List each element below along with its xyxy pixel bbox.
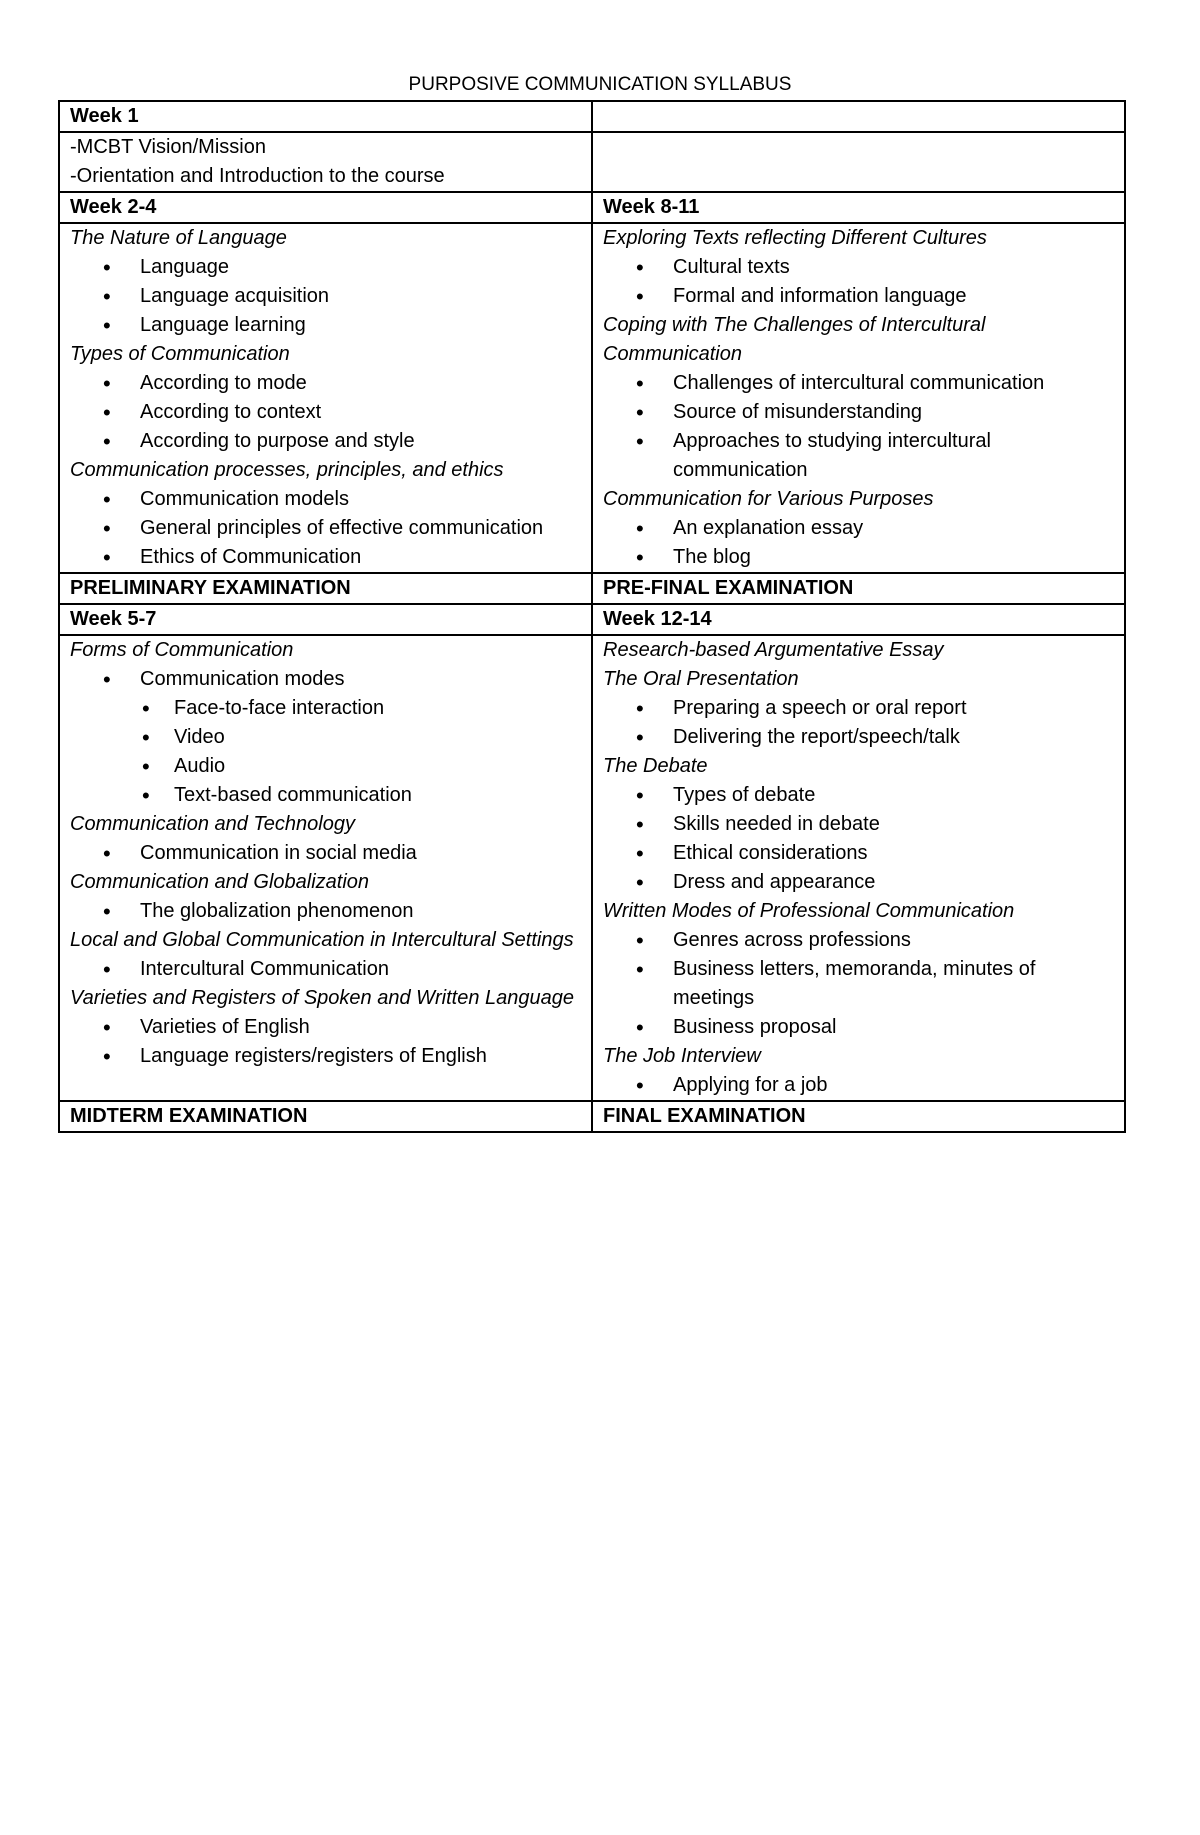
list-item: • Source of misunderstanding — [673, 398, 1114, 427]
list-item: • Skills needed in debate — [673, 810, 1114, 839]
list-item: • The blog — [673, 543, 1114, 572]
table-row — [59, 604, 1125, 635]
pre-final-exam: PRE-FINAL EXAMINATION — [592, 573, 1125, 604]
list-item: • Varieties of English — [140, 1013, 581, 1042]
list-item: • According to mode — [140, 369, 581, 398]
week-12-14-header: Week 12-14 — [592, 604, 1125, 635]
list-item: • Ethical considerations — [673, 839, 1114, 868]
midterm-exam: MIDTERM EXAMINATION — [59, 1101, 592, 1132]
week-5-7-content — [59, 635, 592, 1101]
list-item: • Types of debate — [673, 781, 1114, 810]
topic-list — [70, 253, 581, 340]
sub-list-item: • Audio — [174, 752, 581, 781]
list-item: • Ethics of Communication — [140, 543, 581, 572]
topic-heading: Local and Global Communication in Intercultural Settings — [70, 929, 574, 951]
topic-heading: Coping with The Challenges of Intercultural Communication — [603, 314, 986, 365]
list-item: • Communication in social media — [140, 839, 581, 868]
week-2-4-header: Week 2-4 — [59, 192, 592, 223]
week-1-header: Week 1 — [59, 101, 592, 132]
list-item: • Formal and information language — [673, 282, 1114, 311]
table-row — [59, 132, 1125, 192]
list-item: • Applying for a job — [673, 1071, 1114, 1100]
table-row — [59, 1101, 1125, 1132]
topic-list — [70, 1013, 581, 1071]
orientation-line: -Orientation and Introduction to the course — [70, 165, 445, 187]
topic-heading: Research-based Argumentative Essay — [603, 639, 944, 661]
topic-list — [70, 955, 581, 984]
table-row — [59, 635, 1125, 1101]
week-5-7-header: Week 5-7 — [59, 604, 592, 635]
topic-list — [603, 781, 1114, 897]
topic-heading: Communication processes, principles, and ethics — [70, 459, 504, 481]
topic-heading: Forms of Communication — [70, 639, 294, 661]
week-8-11-content — [592, 223, 1125, 573]
topic-list — [603, 926, 1114, 1042]
list-item: • Approaches to studying intercultural communication — [673, 427, 1114, 485]
sub-list-item: • Face-to-face interaction — [174, 694, 581, 723]
table-row — [59, 223, 1125, 573]
topic-heading: Written Modes of Professional Communication — [603, 900, 1015, 922]
list-item: • An explanation essay — [673, 514, 1114, 543]
list-item: • According to purpose and style — [140, 427, 581, 456]
topic-list — [70, 839, 581, 868]
list-item: • Challenges of intercultural communication — [673, 369, 1114, 398]
empty-cell — [592, 101, 1125, 132]
list-item: • Dress and appearance — [673, 868, 1114, 897]
topic-list — [70, 369, 581, 456]
list-item: • Cultural texts — [673, 253, 1114, 282]
topic-list — [603, 694, 1114, 752]
topic-heading: Communication and Technology — [70, 813, 355, 835]
list-item: • Preparing a speech or oral report — [673, 694, 1114, 723]
list-item: • Language — [140, 253, 581, 282]
week-12-14-content — [592, 635, 1125, 1101]
topic-heading: Varieties and Registers of Spoken and Written Language — [70, 987, 575, 1009]
topic-heading: The Oral Presentation — [603, 668, 799, 690]
list-item: • Language acquisition — [140, 282, 581, 311]
list-item: • Genres across professions — [673, 926, 1114, 955]
week-1-content — [59, 132, 592, 192]
list-item: • Intercultural Communication — [140, 955, 581, 984]
topic-heading: The Debate — [603, 755, 708, 777]
page-title: PURPOSIVE COMMUNICATION SYLLABUS — [408, 74, 792, 95]
topic-heading: The Job Interview — [603, 1045, 761, 1067]
list-item: • Language registers/registers of English — [140, 1042, 581, 1071]
list-item: • Delivering the report/speech/talk — [673, 723, 1114, 752]
topic-heading: The Nature of Language — [70, 227, 287, 249]
week-2-4-content — [59, 223, 592, 573]
topic-list — [603, 1071, 1114, 1100]
list-item: • Communication models — [140, 485, 581, 514]
list-item: • General principles of effective communication — [140, 514, 581, 543]
table-row — [59, 101, 1125, 132]
sub-list-item: • Text-based communication — [174, 781, 581, 810]
orientation-line: -MCBT Vision/Mission — [70, 136, 266, 158]
topic-list — [603, 369, 1114, 485]
list-item: • According to context — [140, 398, 581, 427]
sub-list-item: • Video — [174, 723, 581, 752]
empty-cell — [592, 132, 1125, 192]
topic-list — [603, 514, 1114, 572]
table-row — [59, 573, 1125, 604]
list-item: • The globalization phenomenon — [140, 897, 581, 926]
syllabus-table — [58, 100, 1126, 1133]
sub-topic-list — [140, 694, 581, 810]
list-item-label: Communication modes — [140, 668, 345, 690]
week-8-11-header: Week 8-11 — [592, 192, 1125, 223]
topic-list — [70, 897, 581, 926]
topic-list — [70, 485, 581, 572]
list-item — [140, 665, 581, 810]
topic-heading: Communication and Globalization — [70, 871, 370, 893]
topic-list — [70, 665, 581, 810]
final-exam: FINAL EXAMINATION — [592, 1101, 1125, 1132]
topic-heading: Types of Communication — [70, 343, 290, 365]
list-item: • Business letters, memoranda, minutes of meetings — [673, 955, 1114, 1013]
list-item: • Language learning — [140, 311, 581, 340]
list-item: • Business proposal — [673, 1013, 1114, 1042]
topic-list — [603, 253, 1114, 311]
topic-heading: Exploring Texts reflecting Different Cultures — [603, 227, 987, 249]
preliminary-exam: PRELIMINARY EXAMINATION — [59, 573, 592, 604]
table-row — [59, 192, 1125, 223]
topic-heading: Communication for Various Purposes — [603, 488, 934, 510]
